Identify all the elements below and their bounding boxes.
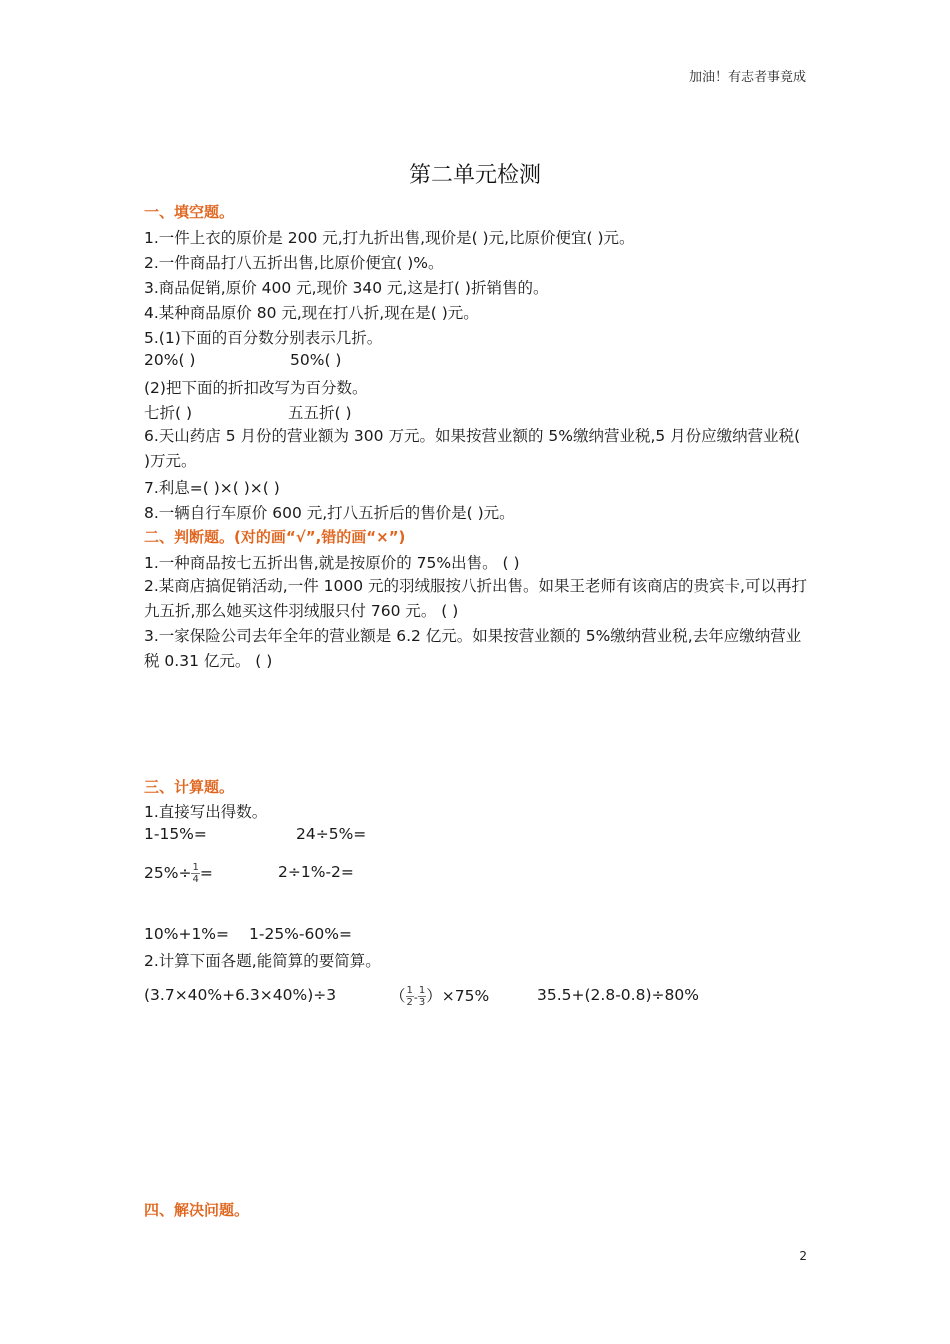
fraction-numerator: 1: [192, 862, 199, 873]
fill-question-5-item-d: 五五折( ): [288, 404, 352, 422]
fraction-numerator: 1: [418, 985, 426, 996]
fill-question-8: 8.一辆自行车原价 600 元,打八五折后的售价是( )元。: [144, 504, 515, 522]
calc-item-6: 1-25%-60%=: [249, 925, 352, 943]
page-number: 2: [799, 1249, 807, 1263]
section-problem-solving-heading: 四、解决问题。: [144, 1201, 250, 1219]
calc-part-1-prompt: 1.直接写出得数。: [144, 803, 268, 821]
page-title: 第二单元检测: [408, 163, 541, 188]
paren-close-times: ）×75%: [426, 987, 490, 1005]
calc-part-2-prompt: 2.计算下面各题,能简算的要简算。: [144, 952, 381, 970]
fraction-one-half: [406, 985, 414, 1008]
fill-question-5-part-2: (2)把下面的折扣改写为百分数。: [144, 379, 368, 397]
judge-question-2: 2.某商店搞促销活动,一件 1000 元的羽绒服按八折出售。如果王老师有该商店的贵宾卡,可以再打九五折,那么她买这件羽绒服只付 760 元。 ( ): [144, 577, 807, 620]
fill-question-3: 3.商品促销,原价 400 元,现价 340 元,这是打( )折销售的。: [144, 279, 549, 297]
calc-item-9: 35.5+(2.8-0.8)÷80%: [537, 986, 699, 1004]
fill-question-2: 2.一件商品打八五折出售,比原价便宜( )%。: [144, 254, 444, 272]
section-judge-heading: 二、判断题。(对的画“√”,错的画“×”): [144, 528, 406, 546]
minus-sign: -: [413, 991, 418, 1004]
calc-item-2: 24÷5%=: [296, 825, 367, 843]
judge-question-1: 1.一种商品按七五折出售,就是按原价的 75%出售。 ( ): [144, 554, 520, 572]
fill-question-4: 4.某种商品原价 80 元,现在打八折,现在是( )元。: [144, 304, 479, 322]
calc-item-8: [390, 984, 489, 1008]
fraction-numerator: 1: [406, 985, 413, 996]
judge-question-3: 3.一家保险公司去年全年的营业额是 6.2 亿元。如果按营业额的 5%缴纳营业税,去年应缴纳营业税 0.31 亿元。 ( ): [144, 627, 802, 670]
fill-question-7: 7.利息=( )×( )×( ): [144, 479, 280, 497]
paren-open: （: [390, 987, 406, 1005]
calc-item-3: [144, 862, 213, 885]
fraction-one-quarter: [191, 862, 199, 885]
calc-item-7: (3.7×40%+6.3×40%)÷3: [144, 986, 337, 1004]
section-fill-blank-heading: 一、填空题。: [144, 203, 235, 221]
calc-item-4: 2÷1%-2=: [278, 863, 354, 881]
fraction-one-third: [418, 985, 426, 1008]
fraction-denominator: 2: [406, 997, 413, 1008]
fill-question-5-item-a: 20%( ): [144, 351, 196, 369]
page-header: 加油！有志者事竟成: [688, 70, 806, 85]
fill-question-5-item-c: 七折( ): [144, 404, 193, 422]
fill-question-1: 1.一件上衣的原价是 200 元,打九折出售,现价是( )元,比原价便宜( )元。: [144, 229, 635, 247]
fill-question-6: 6.天山药店 5 月份的营业额为 300 万元。如果按营业额的 5%缴纳营业税,5 月份应缴纳营业税( )万元。: [144, 427, 801, 470]
calc-item-3-suffix: =: [199, 864, 213, 882]
fill-question-5-item-b: 50%( ): [290, 351, 342, 369]
fraction-denominator: 3: [418, 997, 426, 1008]
section-calc-heading: 三、计算题。: [144, 778, 235, 796]
calc-item-1: 1-15%=: [144, 825, 207, 843]
calc-item-3-prefix: 25%÷: [144, 864, 192, 882]
fraction-denominator: 4: [192, 874, 199, 885]
fill-question-5: 5.(1)下面的百分数分别表示几折。: [144, 329, 383, 347]
calc-item-5: 10%+1%=: [144, 925, 230, 943]
